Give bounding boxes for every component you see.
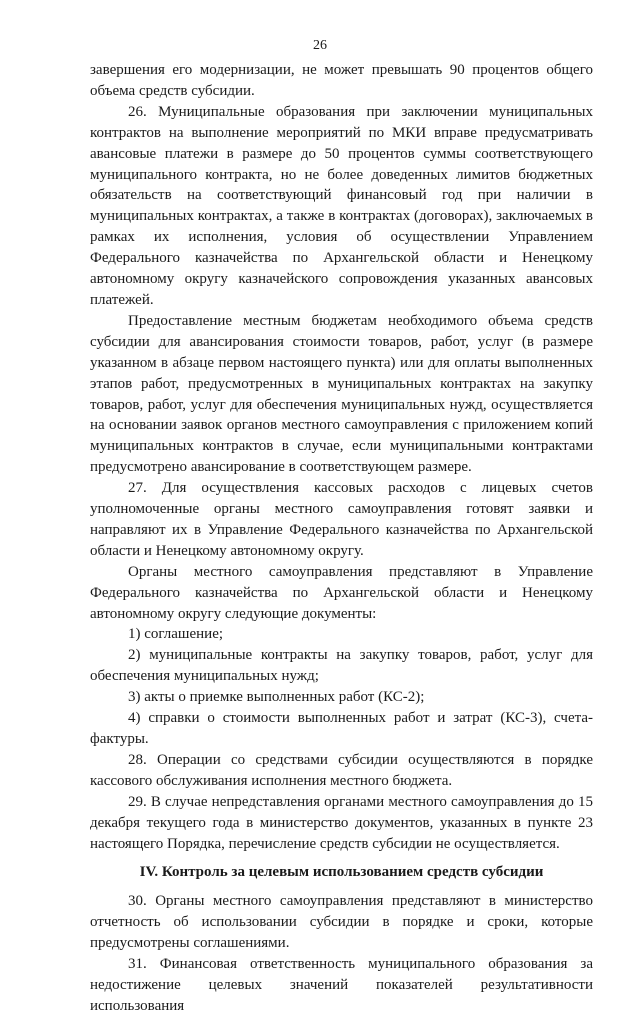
paragraph: 26. Муниципальные образования при заключении муниципальных контрактов на выполнение мероприятий по МКИ вправе предусматривать авансовые платежи в размере до 50 процентов суммы соответствующего муниципального контракта, но не более доведенных лимитов бюджетных обязательств на соответствующий финансовый год при наличии в муниципальных контрактах, а также в контрактах (договорах), заключаемых в рамках их исполнения, условия об осуществлении Управлением Федерального казначейства по Архангельской области и Ненецкому автономному округу казначейского сопровождения указанных авансовых платежей. — [90, 103, 593, 308]
paragraph: 1) соглашение; — [128, 626, 224, 643]
document-body — [90, 60, 593, 1017]
paragraph: 3) акты о приемке выполненных работ (КС-2); — [128, 689, 425, 706]
paragraph: 2) муниципальные контракты на закупку товаров, работ, услуг для обеспечения муниципальных нужд; — [90, 647, 593, 685]
paragraph: 27. Для осуществления кассовых расходов с лицевых счетов уполномоченные органы местного самоуправления готовят заявки и направляют их в Управление Федерального казначейства по Архангельской области и Ненецкому автономному округу. — [90, 480, 593, 559]
paragraph: 31. Финансовая ответственность муниципального образования за недостижение целевых значений показателей результативности использования — [90, 956, 593, 1014]
paragraph: 29. В случае непредставления органами местного самоуправления до 15 декабря текущего года в министерство документов, указанных в пункте 23 настоящего Порядка, перечисление средств субсидии не осуществляется. — [90, 793, 593, 852]
paragraph: 28. Операции со средствами субсидии осуществляются в порядке кассового обслуживания исполнения местного бюджета. — [90, 751, 593, 789]
page-number: 26 — [313, 38, 327, 53]
paragraph: завершения его модернизации, не может превышать 90 процентов общего объема средств субсидии. — [90, 62, 593, 99]
paragraph: Предоставление местным бюджетам необходимого объема средств субсидии для авансирования стоимости товаров, работ, услуг (в размере указанном в абзаце первом настоящего пункта) или для оплаты выполненных этапов работ, предусмотренных в муниципальных контрактах на закупку товаров, работ, услуг для обеспечения муниципальных нужд, осуществляется на основании заявок органов местного самоуправления с приложением копий муниципальных контрактов в случае, если муниципальными контрактами предусмотрено авансирование в соответствующем размере. — [90, 312, 593, 476]
paragraph: Органы местного самоуправления представляют в Управление Федерального казначейства по Архангельской области и Ненецкому автономному округу следующие документы: — [90, 563, 593, 622]
paragraph: 30. Органы местного самоуправления представляют в министерство отчетность об использовании субсидии в порядке и сроки, которые предусмотрены соглашениями. — [90, 893, 593, 952]
paragraphs-before-heading — [90, 60, 593, 854]
section-heading: IV. Контроль за целевым использованием средств субсидии — [139, 864, 544, 881]
paragraph: 4) справки о стоимости выполненных работ и затрат (КС-3), счета-фактуры. — [90, 710, 593, 747]
paragraphs-after-heading — [90, 891, 593, 1016]
